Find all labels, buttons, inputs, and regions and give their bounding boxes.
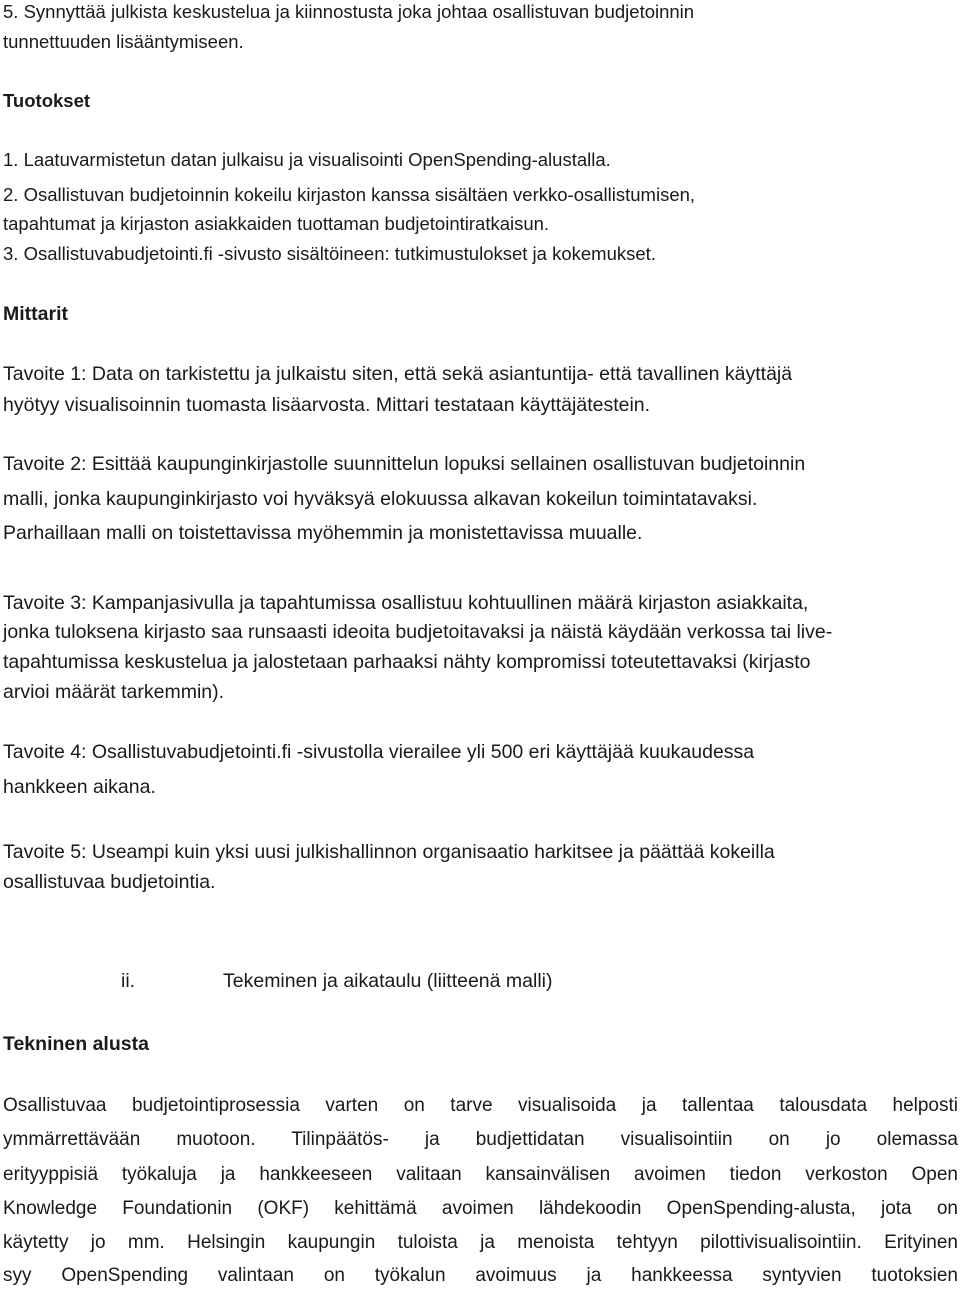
tekninen-paragraph-line: erityyppisiä työkaluja ja hankkeeseen valitaan kansainvälisen avoimen tiedon verkoston Open (3, 1164, 958, 1185)
tuotokset-item: 1. Laatuvarmistetun datan julkaisu ja visualisointi OpenSpending-alustalla. (3, 149, 611, 170)
tavoite-1-line: Tavoite 1: Data on tarkistettu ja julkaistu siten, että sekä asiantuntija- että tavallinen käyttäjä (3, 363, 793, 385)
tekninen-paragraph-line: Knowledge Foundationin (OKF) kehittämä avoimen lähdekoodin OpenSpending-alusta, jota on (3, 1198, 958, 1219)
tekninen-paragraph-line: syy OpenSpending valintaan on työkalun avoimuus ja hankkeessa syntyvien tuotoksien (3, 1265, 958, 1286)
tavoite-4-line: Tavoite 4: Osallistuvabudjetointi.fi -sivustolla vierailee yli 500 eri käyttäjää kuukaudessa (3, 741, 755, 763)
intro-item-5-line-1: 5. Synnyttää julkista keskustelua ja kiinnostusta joka johtaa osallistuvan budjetoinnin (3, 1, 695, 22)
tuotokset-item: tapahtumat ja kirjaston asiakkaiden tuottaman budjetointiratkaisun. (3, 213, 550, 234)
mittarit-heading: Mittarit (3, 303, 68, 325)
tavoite-5-line: osallistuvaa budjetointia. (3, 871, 216, 893)
tavoite-4-line: hankkeen aikana. (3, 776, 156, 798)
tavoite-3-line: jonka tuloksena kirjasto saa runsaasti ideoita budjetoitavaksi ja näistä käydään verkossa tai live- (3, 621, 833, 643)
section-ii-number: ii. (121, 970, 136, 992)
tavoite-2-line: Parhaillaan malli on toistettavissa myöhemmin ja monistettavissa muualle. (3, 522, 643, 544)
tavoite-2-line: Tavoite 2: Esittää kaupunginkirjastolle suunnittelun lopuksi sellainen osallistuvan budjetoinnin (3, 453, 806, 475)
tavoite-1-line: hyötyy visualisoinnin tuomasta lisäarvosta. Mittari testataan käyttäjätestein. (3, 394, 651, 416)
tuotokset-item: 2. Osallistuvan budjetoinnin kokeilu kirjaston kanssa sisältäen verkko-osallistumisen, (3, 184, 696, 205)
tavoite-5-line: Tavoite 5: Useampi kuin yksi uusi julkishallinnon organisaatio harkitsee ja päättää kokeilla (3, 841, 775, 863)
tekninen-paragraph-line: ymmärrettävään muotoon. Tilinpäätös- ja budjettidatan visualisointiin on jo olemassa (3, 1129, 958, 1150)
tekninen-paragraph-line: käytetty jo mm. Helsingin kaupungin tuloista ja menoista tehtyyn pilottivisualisointiin. Erityinen (3, 1232, 958, 1253)
tekninen-alusta-heading: Tekninen alusta (3, 1033, 149, 1055)
tekninen-paragraph-line: Osallistuvaa budjetointiprosessia varten on tarve visualisoida ja tallentaa talousdata helposti (3, 1095, 958, 1116)
tavoite-3-line: arvioi määrät tarkemmin). (3, 681, 225, 703)
tavoite-3-line: Tavoite 3: Kampanjasivulla ja tapahtumissa osallistuu kohtuullinen määrä kirjaston asiakkaita, (3, 592, 809, 614)
tuotokset-heading: Tuotokset (3, 90, 91, 111)
tuotokset-item: 3. Osallistuvabudjetointi.fi -sivusto sisältöineen: tutkimustulokset ja kokemukset. (3, 243, 656, 264)
tavoite-2-line: malli, jonka kaupunginkirjasto voi hyväksyä elokuussa alkavan kokeilun toimintatavaksi. (3, 488, 758, 510)
intro-item-5-line-2: tunnettuuden lisääntymiseen. (3, 31, 244, 52)
section-ii-title: Tekeminen ja aikataulu (liitteenä malli) (223, 970, 553, 992)
tavoite-3-line: tapahtumissa keskustelua ja jalostetaan parhaaksi nähty kompromissi toteutettavaksi (kirjasto (3, 651, 811, 673)
